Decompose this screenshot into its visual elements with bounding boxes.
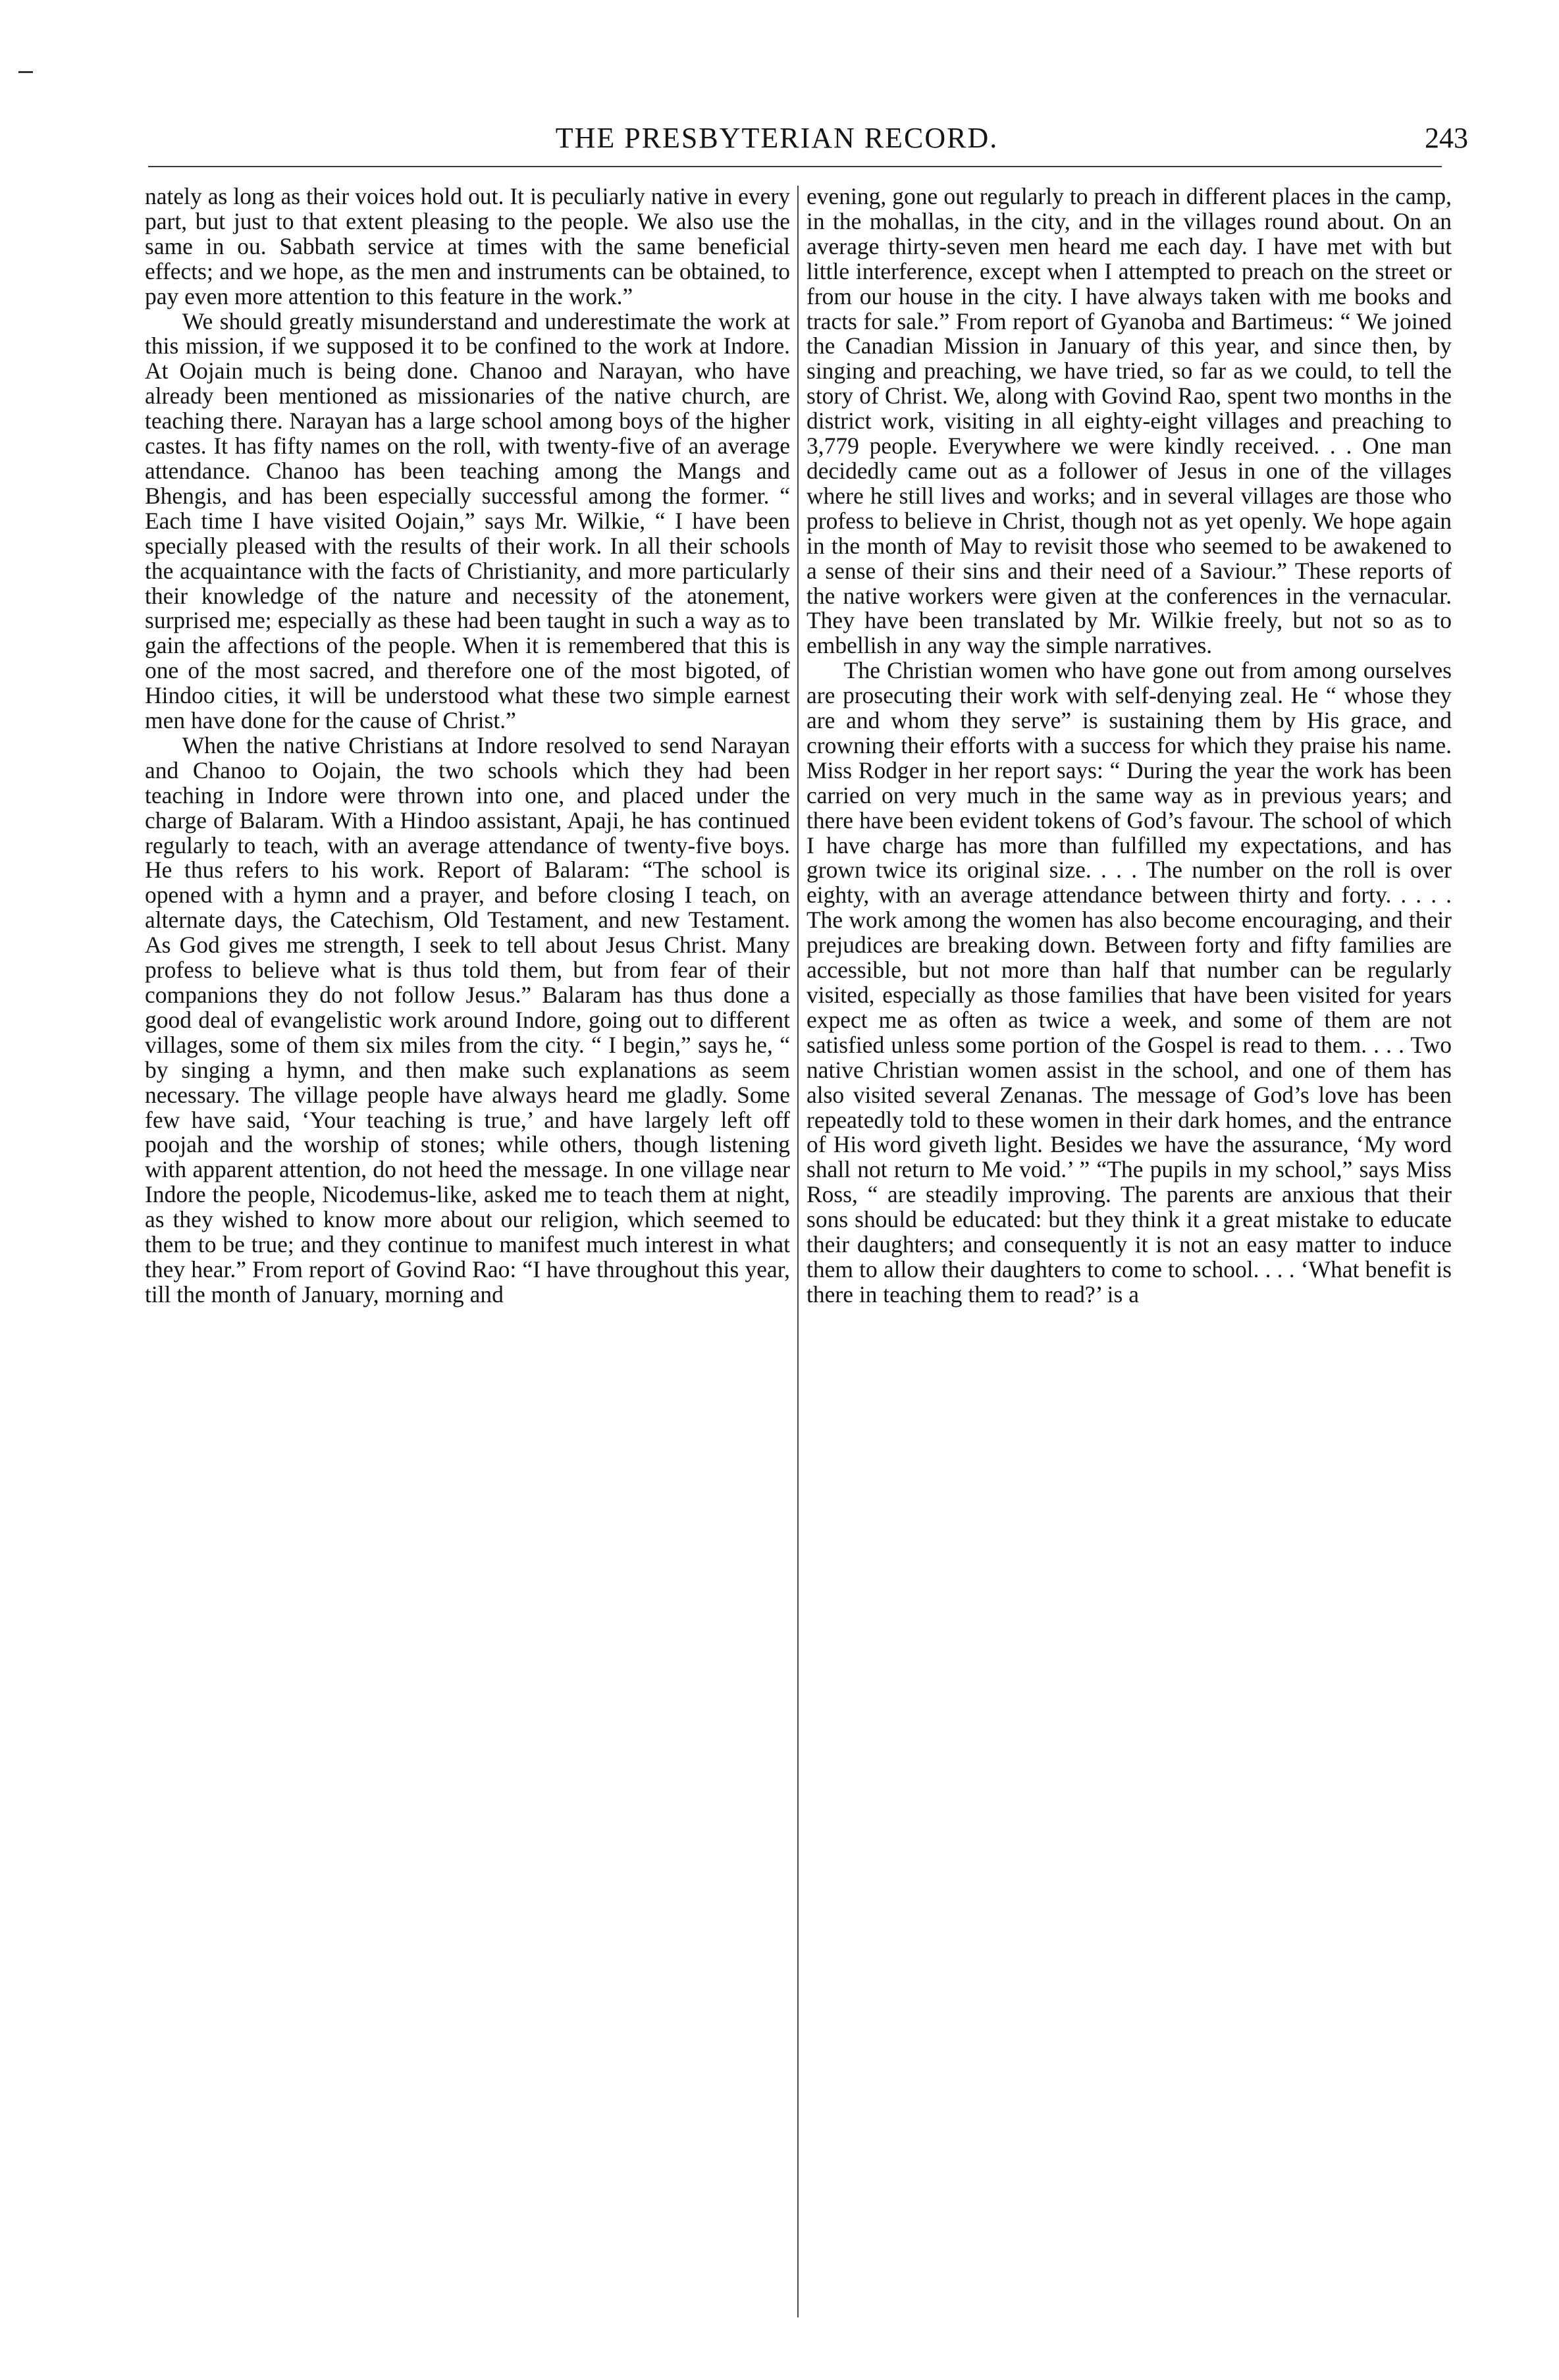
left-paragraph-2: We should greatly misunderstand and underestimate the work at this mission, if we supposed it to be confined to the work at Indore. At Oojain much is being done. Chanoo and Narayan, who have already been mentioned as missionaries of the native church, are teaching there. Narayan has a large school among boys of the higher castes. It has fifty names on the roll, with twenty-five of an average attendance. Chanoo has been teaching among the Mangs and Bhengis, and has been especially successful among the former. “ Each time I have visited Oojain,” says Mr. Wilkie, “ I have been specially pleased with the results of their work. In all their schools the acquaintance with the facts of Christianity, and more particularly their knowledge of the nature and necessity of the atonement, surprised me; especially as these had been taught in such a way as to gain the affections of the people. When it is remembered that this is one of the most sacred, and therefore one of the most bigoted, of Hindoo cities, it will be understood what these two simple earnest men have done for the cause of Christ.” [145, 307, 790, 734]
left-column [145, 184, 790, 2317]
page-title: THE PRESBYTERIAN RECORD. [555, 122, 999, 154]
right-paragraph-1: evening, gone out regularly to preach in different places in the camp, in the mohallas, in the city, and in the villages round about. On an average thirty-seven men heard me each day. I have met with but little interference, except when I attempted to preach on the street or from our house in the city. I have always taken with me books and tracts for sale.” From report of Gyanoba and Bartimeus: “ We joined the Canadian Mission in January of this year, and since then, by singing and preaching, we have tried, so far as we could, to tell the story of Christ. We, along with Govind Rao, spent two months in the district work, visiting in all eighty-eight villages and preaching to 3,779 people. Everywhere we were kindly received. . . One man decidedly came out as a follower of Jesus in one of the villages where he still lives and works; and in several villages are those who profess to believe in Christ, though not as yet openly. We hope again in the month of May to revisit those who seemed to be awakened to a sense of their sins and their need of a Saviour.” These reports of the native workers were given at the conferences in the vernacular. They have been translated by Mr. Wilkie freely, but not so as to embellish in any way the simple narratives. [806, 184, 1452, 659]
column-divider [797, 186, 799, 2317]
header-rule [148, 166, 1442, 167]
right-column [806, 184, 1452, 2317]
right-paragraph-2: The Christian women who have gone out from among ourselves are prosecuting their work with self-denying zeal. He “ whose they are and whom they serve” is sustaining them by His grace, and crowning their efforts with a success for which they praise his name. Miss Rodger in her report says: “ During the year the work has been carried on very much in the same way as in previous years; and there have been evident tokens of God’s favour. The school of which I have charge has more than fulfilled my expectations, and has grown twice its original size. . . . The number on the roll is over eighty, with an average attendance between thirty and forty. . . . . The work among the women has also become encouraging, and their prejudices are breaking down. Between forty and fifty families are accessible, but not more than half that number can be regularly visited, especially as those families that have been visited for years expect me as often as twice a week, and some of them are not satisfied unless some portion of the Gospel is read to them. . . . Two native Christian women assist in the school, and one of them has also visited several Zenanas. The message of God’s love has been repeatedly told to these women in their dark homes, and the entrance of His word giveth light. Besides we have the assurance, ‘My word shall not return to Me void.’ ” “The pupils in my school,” says Miss Ross, “ are steadily improving. The parents are anxious that their sons should be educated: but they think it a great mistake to educate their daughters; and consequently it is not an easy matter to induce them to allow their daughters to come to school. . . . ‘What benefit is there in teaching them to read?’ is a [806, 657, 1452, 1308]
page-edge-mark [18, 71, 33, 73]
left-paragraph-1: nately as long as their voices hold out. It is peculiarly native in every part, but just to that extent pleasing to the people. We also use the same in ou. Sabbath service at times with the same beneficial effects; and we hope, as the men and instruments can be obtained, to pay even more attention to this feature in the work.” [145, 184, 790, 309]
page-number: 243 [1425, 122, 1468, 154]
left-paragraph-3: When the native Christians at Indore resolved to send Narayan and Chanoo to Oojain, the two schools which they had been teaching in Indore were thrown into one, and placed under the charge of Balaram. With a Hindoo assistant, Apaji, he has continued regularly to teach, with an average attendance of twenty-five boys. He thus refers to his work. Report of Balaram: “The school is opened with a hymn and a prayer, and before closing I teach, on alternate days, the Catechism, Old Testament, and new Testament. As God gives me strength, I seek to tell about Jesus Christ. Many profess to believe what is thus told them, but from fear of their companions they do not follow Jesus.” Balaram has thus done a good deal of evangelistic work around Indore, going out to different villages, some of them six miles from the city. “ I begin,” says he, “ by singing a hymn, and then make such explanations as seem necessary. The village people have always heard me gladly. Some few have said, ‘Your teaching is true,’ and have largely left off poojah and the worship of stones; while others, though listening with apparent attention, do not heed the message. In one village near Indore the people, Nicodemus-like, asked me to teach them at night, as they wished to know more about our religion, which seemed to them to be true; and they continue to manifest much interest in what they hear.” From report of Govind Rao: “I have throughout this year, till the month of January, morning and [145, 731, 790, 1308]
running-head [0, 119, 1559, 158]
